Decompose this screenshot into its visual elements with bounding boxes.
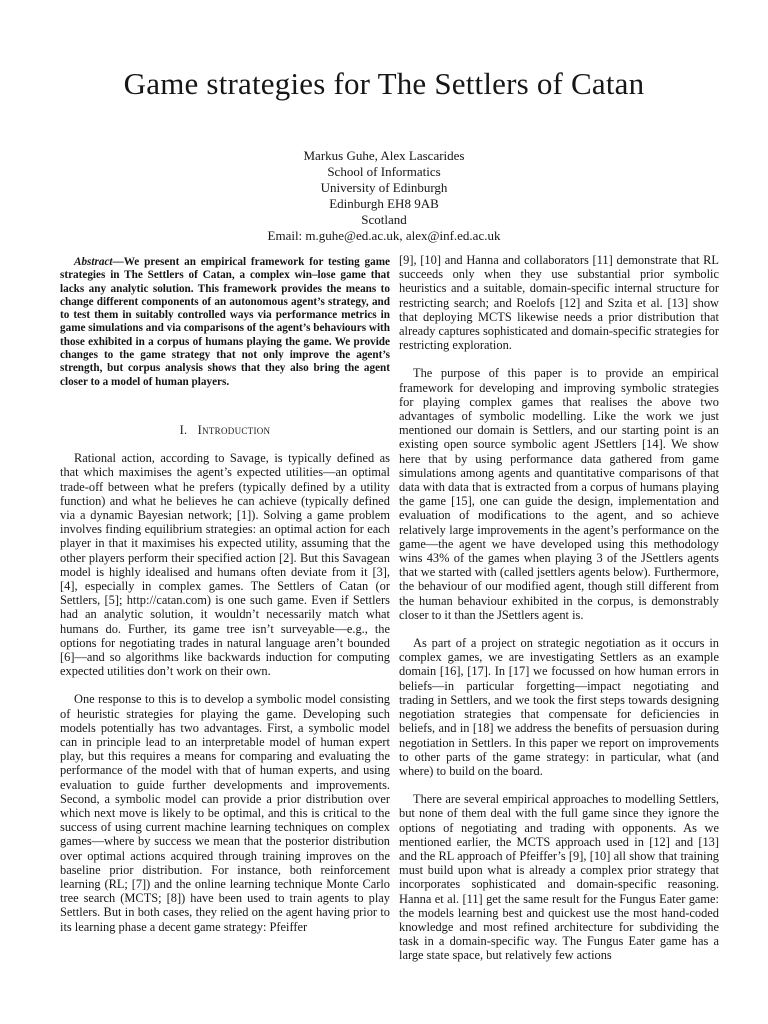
affiliation-city: Edinburgh EH8 9AB <box>329 196 439 211</box>
abstract-label: Abstract <box>74 256 113 268</box>
author-names: Markus Guhe, Alex Lascarides <box>303 148 465 163</box>
author-block <box>0 148 768 244</box>
affiliation-university: University of Edinburgh <box>320 180 448 195</box>
section-title: Introduction <box>197 422 271 437</box>
intro-paragraph-2: One response to this is to develop a symbolic model consisting of heuristic strategies for playing the game. Developing such models potentially has two advantages. First, a symbolic model can in principle lead to an interpretable model of human expert play, but this requires a means for comparing and evaluating the performance of the model with that of human experts, and using evaluation to guide further developments and improvements. Second, a symbolic model can provide a prior distribution over which next move is likely to be optimal, and this is critical to the success of using current machine learning techniques on complex games—where by success we mean that the posterior distribution over optimal actions acquired through training improves on the baseline prior distribution. For instance, both reinforcement learning (RL; [7]) and the online learning technique Monte Carlo tree search (MCTS; [8]) have been used to train agents to play Settlers. But in both cases, they relied on the agent having prior to its learning phase a decent game strategy: Pfeiffer <box>60 692 390 934</box>
left-column <box>60 256 390 934</box>
section-heading <box>60 423 390 437</box>
author-email: Email: m.guhe@ed.ac.uk, alex@inf.ed.ac.uk <box>267 228 501 243</box>
paper-title: Game strategies for The Settlers of Catan <box>123 66 645 101</box>
affiliation-school: School of Informatics <box>327 164 441 179</box>
intro-paragraph-5: As part of a project on strategic negotiation as it occurs in complex games, we are investigating Settlers as an example domain [16], [17]. In [17] we focussed on how human errors in beliefs—in particular forgetting—impact negotiating and trading in Settlers, and we took the first steps towards designing negotiation strategies that compensate for deficiencies in beliefs, and in [18] we address the benefits of persuasion during negotiation in Settlers. In this paper we report on improvements to other parts of the game strategy: in particular, what (and where) to build on the board. <box>399 636 719 778</box>
intro-paragraph-1: Rational action, according to Savage, is typically defined as that which maximises the agent’s expected utilities—an optimal trade-off between what he prefers (typically defined by a utility function) and what he believes he can achieve (typically defined via a dynamic Bayesian network; [1]). Solving a game problem involves finding equilibrium strategies: an optimal action for each player in that it maximises his expected utility, assuming that the other players perform their specified action [2]. But this Savagean model is highly idealised and humans often deviate from it [3], [4], especially in complex games. The Settlers of Catan (or Settlers, [5]; http://catan.com) is one such game. Even if Settlers had an analytic solution, it wouldn’t necessarily match what humans do. Further, its game tree isn’t surveyable—e.g., the options for negotiating trades in natural language aren’t bounded [6]—and so algorithms like backwards induction for computing expected utilities don’t work on their own. <box>60 451 390 679</box>
intro-paragraph-3: [9], [10] and Hanna and collaborators [11] demonstrate that RL succeeds only when they use substantial prior symbolic heuristics and a suitable, domain-specific internal structure for restricting search; and Roelofs [12] and Szita et al. [13] show that deploying MCTS likewise needs a prior distribution that already captures sophisticated and domain-specific strategies for restricting exploration. <box>399 253 719 353</box>
section-number: I. <box>179 422 188 437</box>
intro-paragraph-6: There are several empirical approaches to modelling Settlers, but none of them deal with the full game since they ignore the options of negotiating and trading with opponents. As we mentioned earlier, the MCTS approach used in [12] and [13] and the RL approach of Pfeiffer’s [9], [10] all show that training must build upon what is already a complex prior strategy that incorporates sophisticated and domain-specific reasoning. Hanna et al. [11] get the same result for the Fungus Eater game: the models learning best and quickest use the most hand-coded knowledge and most refined architecture for subdividing the task in a domain-specific way. The Fungus Eater game has a large state space, but relatively few actions <box>399 792 719 963</box>
intro-paragraph-4: The purpose of this paper is to provide an empirical framework for developing and improving symbolic strategies for playing complex games that realises the above two advantages of symbolic modelling. Like the work we just mentioned our domain is Settlers, and our starting point is an existing open source symbolic agent JSettlers [14]. We show here that by using performance data gathered from game simulations among agents and quantitative comparisons of that data with data that is extracted from a corpus of humans playing the game [15], one can guide the design, implementation and evaluation of modifications to the agent, and so achieve relatively large improvements in the agent’s performance on the game—the agent we have developed using this methodology wins 43% of the games when playing 3 of the JSettlers agents that we started with (called jsettlers agents below). Furthermore, the behaviour of our modified agent, though still different from the human behaviour exhibited in the corpus, is demonstrably closer to it than the JSettlers agent is. <box>399 366 719 622</box>
affiliation-country: Scotland <box>361 212 407 227</box>
abstract-text: —We present an empirical framework for testing game strategies in The Settlers of Catan, a complex win–lose game that lacks any analytic solution. This framework provides the means to change different components of an autonomous agent’s strategy, and to test them in suitably controlled ways via performance metrics in game simulations and via comparisons of the agent’s behaviours with those exhibited in a corpus of humans playing the game. We provide changes to the game strategy that not only improve the agent’s strength, but corpus analysis shows that they also bring the agent closer to a model of human players. <box>60 256 390 388</box>
right-column <box>399 253 719 963</box>
abstract <box>60 256 390 389</box>
